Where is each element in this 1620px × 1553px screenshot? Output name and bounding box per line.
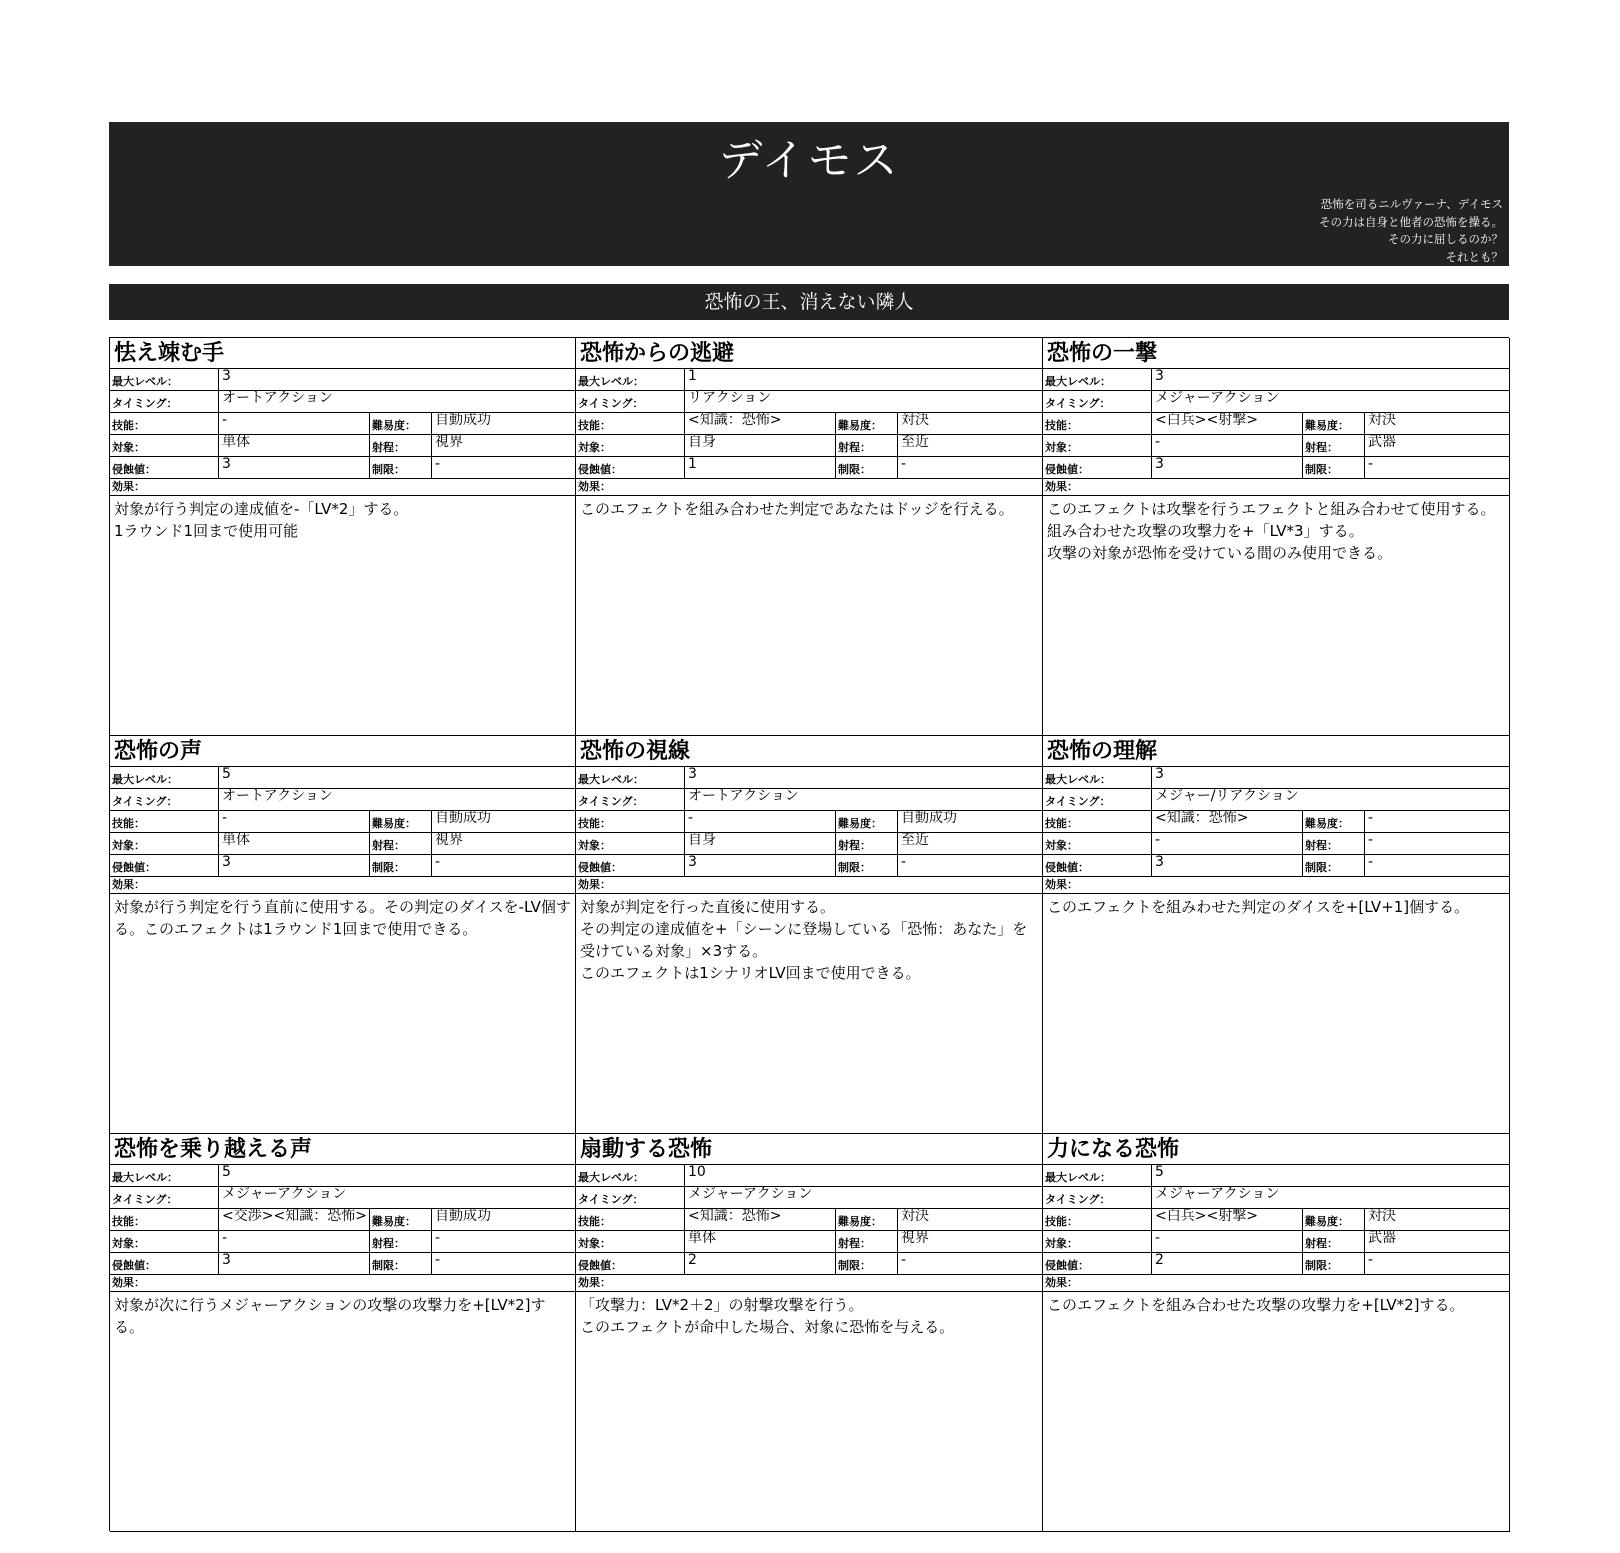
effect-label: 効果：: [578, 480, 611, 493]
timing-value: オートアクション: [222, 391, 333, 406]
effect-name: 怯え竦む手: [110, 338, 575, 369]
limit-label: 制限：: [370, 1253, 432, 1274]
difficulty-label: 難易度：: [1303, 811, 1365, 832]
intro-line: 恐怖を司るニルヴァーナ、デイモス: [1320, 197, 1503, 211]
erosion-value: 3: [219, 457, 370, 478]
erosion-label: 侵蝕値：: [576, 457, 685, 478]
skill-row: [1043, 811, 1509, 833]
skill-label: 技能：: [576, 413, 685, 434]
effect-label-row: [1043, 1275, 1509, 1292]
range-label: 射程：: [370, 435, 432, 456]
timing-value: メジャーアクション: [222, 1187, 347, 1202]
erosion-label: 侵蝕値：: [1043, 1253, 1152, 1274]
effect-card: [576, 338, 1043, 736]
target-value: 自身: [685, 435, 836, 456]
effect-name: 恐怖の視線: [576, 736, 1042, 767]
erosion-value: 3: [219, 855, 370, 876]
effect-label: 効果：: [578, 1276, 611, 1289]
effect-label-row: [576, 877, 1042, 894]
effect-card: [576, 1134, 1043, 1532]
timing-label: タイミング：: [1043, 391, 1152, 412]
target-value: 単体: [219, 833, 370, 854]
max-level-label: 最大レベル：: [576, 369, 685, 390]
effect-label-row: [576, 479, 1042, 496]
limit-label: 制限：: [1303, 1253, 1365, 1274]
max-level-value: 3: [1155, 369, 1164, 384]
erosion-value: 3: [1152, 457, 1303, 478]
timing-label: タイミング：: [1043, 1187, 1152, 1208]
range-label: 射程：: [1303, 435, 1365, 456]
target-row: [576, 833, 1042, 855]
intro-line: その力に屈しるのか？: [1388, 232, 1503, 246]
skill-row: [110, 1209, 575, 1231]
max-level-label: 最大レベル：: [1043, 369, 1152, 390]
max-level-value: 10: [688, 1165, 706, 1180]
target-value: -: [219, 1231, 370, 1252]
difficulty-value: -: [1368, 811, 1374, 826]
target-label: 対象：: [110, 1231, 219, 1252]
effect-text: このエフェクトを組み合わせた攻撃の攻撃力を+[LV*2]する。: [1047, 1296, 1465, 1314]
skill-value: -: [219, 811, 370, 832]
limit-value: -: [1368, 1253, 1374, 1268]
skill-label: 技能：: [110, 413, 219, 434]
effect-label: 効果：: [112, 1276, 145, 1289]
target-value: -: [1152, 435, 1303, 456]
target-row: [110, 435, 575, 457]
skill-label: 技能：: [576, 1209, 685, 1230]
range-value: 至近: [901, 833, 929, 848]
erosion-value: 2: [1152, 1253, 1303, 1274]
effect-text: このエフェクトは攻撃を行うエフェクトと組み合わせて使用する。組み合わせた攻撃の攻撃力を+「LV*3」する。 攻撃の対象が恐怖を受けている間のみ使用できる。: [1047, 500, 1496, 562]
target-value: 自身: [685, 833, 836, 854]
range-value: 視界: [435, 833, 463, 848]
erosion-value: 2: [685, 1253, 836, 1274]
target-label: 対象：: [1043, 833, 1152, 854]
max-level-label: 最大レベル：: [1043, 1165, 1152, 1186]
skill-label: 技能：: [1043, 413, 1152, 434]
max-level-label: 最大レベル：: [110, 1165, 219, 1186]
difficulty-value: 自動成功: [435, 1209, 491, 1224]
erosion-row: [110, 855, 575, 877]
difficulty-value: 自動成功: [435, 413, 491, 428]
skill-value: -: [219, 413, 370, 434]
skill-row: [576, 413, 1042, 435]
erosion-label: 侵蝕値：: [576, 855, 685, 876]
timing-row: [110, 789, 575, 811]
limit-value: -: [901, 457, 907, 472]
title-banner: [109, 122, 1509, 266]
max-level-row: [110, 1165, 575, 1187]
erosion-label: 侵蝕値：: [110, 1253, 219, 1274]
max-level-row: [1043, 1165, 1509, 1187]
effect-card-grid: [109, 337, 1509, 1531]
difficulty-value: 対決: [901, 413, 929, 428]
target-row: [576, 1231, 1042, 1253]
effect-name: 恐怖の声: [110, 736, 575, 767]
max-level-row: [576, 767, 1042, 789]
range-value: 視界: [435, 435, 463, 450]
range-value: 視界: [901, 1231, 929, 1246]
max-level-label: 最大レベル：: [110, 369, 219, 390]
skill-value: <白兵><射撃>: [1152, 413, 1303, 434]
difficulty-label: 難易度：: [836, 811, 898, 832]
effect-text: このエフェクトを組み合わせた判定であなたはドッジを行える。: [580, 500, 1014, 518]
limit-value: -: [435, 855, 441, 870]
effect-name: 恐怖の理解: [1043, 736, 1509, 767]
max-level-row: [1043, 369, 1509, 391]
effect-text: 対象が行う判定の達成値を-「LV*2」する。 1ラウンド1回まで使用可能: [114, 500, 409, 540]
effect-label-row: [1043, 479, 1509, 496]
limit-value: -: [1368, 855, 1374, 870]
limit-label: 制限：: [1303, 457, 1365, 478]
target-label: 対象：: [110, 833, 219, 854]
max-level-row: [1043, 767, 1509, 789]
limit-value: -: [435, 1253, 441, 1268]
effect-name: 恐怖を乗り越える声: [110, 1134, 575, 1165]
timing-value: メジャー/リアクション: [1155, 789, 1299, 804]
target-label: 対象：: [576, 1231, 685, 1252]
effect-label: 効果：: [1045, 480, 1078, 493]
timing-row: [576, 1187, 1042, 1209]
difficulty-label: 難易度：: [370, 811, 432, 832]
range-value: 武器: [1368, 1231, 1396, 1246]
timing-row: [110, 1187, 575, 1209]
max-level-value: 3: [1155, 767, 1164, 782]
difficulty-label: 難易度：: [370, 413, 432, 434]
erosion-label: 侵蝕値：: [1043, 457, 1152, 478]
effect-card: [110, 736, 576, 1134]
timing-value: リアクション: [688, 391, 772, 406]
subtitle-banner: 恐怖の王、消えない隣人: [109, 284, 1509, 320]
limit-value: -: [435, 457, 441, 472]
effect-label-row: [110, 1275, 575, 1292]
target-label: 対象：: [576, 435, 685, 456]
max-level-value: 1: [688, 369, 697, 384]
erosion-value: 3: [685, 855, 836, 876]
range-value: 至近: [901, 435, 929, 450]
effect-name: 恐怖の一撃: [1043, 338, 1509, 369]
erosion-value: 3: [1152, 855, 1303, 876]
range-value: -: [435, 1231, 441, 1246]
range-label: 射程：: [370, 1231, 432, 1252]
effect-label-row: [110, 877, 575, 894]
effect-label-row: [576, 1275, 1042, 1292]
limit-label: 制限：: [836, 1253, 898, 1274]
limit-value: -: [901, 855, 907, 870]
effect-label: 効果：: [112, 878, 145, 891]
limit-label: 制限：: [1303, 855, 1365, 876]
range-label: 射程：: [1303, 833, 1365, 854]
effect-label: 効果：: [578, 878, 611, 891]
skill-value: <知識：恐怖>: [685, 413, 836, 434]
target-row: [1043, 1231, 1509, 1253]
skill-row: [576, 1209, 1042, 1231]
erosion-row: [576, 1253, 1042, 1275]
limit-value: -: [901, 1253, 907, 1268]
intro-line: その力は自身と他者の恐怖を操る。: [1319, 214, 1503, 229]
erosion-label: 侵蝕値：: [110, 457, 219, 478]
effect-label: 効果：: [1045, 878, 1078, 891]
range-label: 射程：: [836, 435, 898, 456]
difficulty-label: 難易度：: [836, 413, 898, 434]
effect-label-row: [1043, 877, 1509, 894]
erosion-row: [576, 457, 1042, 479]
timing-row: [1043, 1187, 1509, 1209]
max-level-label: 最大レベル：: [576, 1165, 685, 1186]
timing-row: [1043, 789, 1509, 811]
intro-line: それとも？: [1445, 249, 1503, 264]
timing-row: [576, 789, 1042, 811]
effect-card: [110, 1134, 576, 1532]
range-value: 武器: [1368, 435, 1396, 450]
effect-text: このエフェクトを組みわせた判定のダイスを+[LV+1]個する。: [1047, 898, 1470, 916]
effect-text: 対象が次に行うメジャーアクションの攻撃の攻撃力を+[LV*2]する。: [114, 1296, 546, 1336]
limit-label: 制限：: [836, 457, 898, 478]
limit-label: 制限：: [836, 855, 898, 876]
target-row: [1043, 435, 1509, 457]
skill-row: [110, 413, 575, 435]
erosion-row: [1043, 457, 1509, 479]
effect-label-row: [110, 479, 575, 496]
difficulty-value: 対決: [901, 1209, 929, 1224]
skill-row: [1043, 1209, 1509, 1231]
target-row: [576, 435, 1042, 457]
difficulty-label: 難易度：: [1303, 1209, 1365, 1230]
timing-value: メジャーアクション: [1155, 391, 1280, 406]
erosion-label: 侵蝕値：: [576, 1253, 685, 1274]
timing-label: タイミング：: [576, 391, 685, 412]
skill-label: 技能：: [110, 1209, 219, 1230]
effect-text: 「攻撃力：LV*2＋2」の射撃攻撃を行う。 このエフェクトが命中した場合、対象に恐怖を与える。: [580, 1296, 955, 1336]
target-value: -: [1152, 1231, 1303, 1252]
erosion-value: 1: [685, 457, 836, 478]
timing-value: メジャーアクション: [1155, 1187, 1280, 1202]
effect-name: 扇動する恐怖: [576, 1134, 1042, 1165]
skill-value: -: [685, 811, 836, 832]
timing-label: タイミング：: [110, 789, 219, 810]
erosion-label: 侵蝕値：: [1043, 855, 1152, 876]
range-label: 射程：: [836, 833, 898, 854]
effect-name: 恐怖からの逃避: [576, 338, 1042, 369]
skill-label: 技能：: [1043, 811, 1152, 832]
range-value: -: [1368, 833, 1374, 848]
limit-label: 制限：: [370, 457, 432, 478]
timing-label: タイミング：: [576, 1187, 685, 1208]
timing-row: [1043, 391, 1509, 413]
timing-label: タイミング：: [110, 391, 219, 412]
target-label: 対象：: [110, 435, 219, 456]
erosion-row: [1043, 855, 1509, 877]
skill-label: 技能：: [576, 811, 685, 832]
difficulty-label: 難易度：: [1303, 413, 1365, 434]
difficulty-label: 難易度：: [370, 1209, 432, 1230]
effect-text: 対象が判定を行った直後に使用する。 その判定の達成値を+「シーンに登場している「恐怖：あなた」を受けている対象」×3する。 このエフェクトは1シナリオLV回まで使用できる。: [580, 898, 1028, 982]
skill-row: [110, 811, 575, 833]
range-label: 射程：: [370, 833, 432, 854]
target-value: -: [1152, 833, 1303, 854]
skill-value: <交渉><知識：恐怖>: [219, 1209, 370, 1230]
target-row: [110, 833, 575, 855]
timing-label: タイミング：: [576, 789, 685, 810]
target-label: 対象：: [1043, 1231, 1152, 1252]
erosion-row: [576, 855, 1042, 877]
erosion-row: [1043, 1253, 1509, 1275]
timing-value: メジャーアクション: [688, 1187, 813, 1202]
erosion-row: [110, 1253, 575, 1275]
max-level-row: [576, 1165, 1042, 1187]
difficulty-value: 対決: [1368, 413, 1396, 428]
range-label: 射程：: [1303, 1231, 1365, 1252]
effect-card: [1043, 1134, 1510, 1532]
range-label: 射程：: [836, 1231, 898, 1252]
max-level-row: [576, 369, 1042, 391]
erosion-label: 侵蝕値：: [110, 855, 219, 876]
skill-value: <白兵><射撃>: [1152, 1209, 1303, 1230]
skill-row: [1043, 413, 1509, 435]
page-title: デイモス: [718, 135, 900, 186]
effect-card: [1043, 736, 1510, 1134]
timing-value: オートアクション: [688, 789, 799, 804]
timing-row: [576, 391, 1042, 413]
max-level-row: [110, 369, 575, 391]
skill-row: [576, 811, 1042, 833]
max-level-value: 5: [222, 767, 231, 782]
limit-value: -: [1368, 457, 1374, 472]
max-level-row: [110, 767, 575, 789]
timing-label: タイミング：: [1043, 789, 1152, 810]
effect-label: 効果：: [112, 480, 145, 493]
max-level-value: 3: [222, 369, 231, 384]
target-row: [110, 1231, 575, 1253]
max-level-value: 5: [1155, 1165, 1164, 1180]
max-level-label: 最大レベル：: [110, 767, 219, 788]
target-label: 対象：: [576, 833, 685, 854]
effect-card: [1043, 338, 1510, 736]
skill-label: 技能：: [110, 811, 219, 832]
effect-card: [576, 736, 1043, 1134]
intro-text: [1319, 196, 1503, 266]
effect-name: 力になる恐怖: [1043, 1134, 1509, 1165]
target-value: 単体: [685, 1231, 836, 1252]
max-level-label: 最大レベル：: [1043, 767, 1152, 788]
timing-row: [110, 391, 575, 413]
erosion-value: 3: [219, 1253, 370, 1274]
skill-value: <知識：恐怖>: [685, 1209, 836, 1230]
max-level-label: 最大レベル：: [576, 767, 685, 788]
difficulty-value: 自動成功: [901, 811, 957, 826]
target-value: 単体: [219, 435, 370, 456]
max-level-value: 5: [222, 1165, 231, 1180]
effect-card: [110, 338, 576, 736]
effect-label: 効果：: [1045, 1276, 1078, 1289]
difficulty-value: 自動成功: [435, 811, 491, 826]
target-label: 対象：: [1043, 435, 1152, 456]
difficulty-value: 対決: [1368, 1209, 1396, 1224]
difficulty-label: 難易度：: [836, 1209, 898, 1230]
timing-value: オートアクション: [222, 789, 333, 804]
erosion-row: [110, 457, 575, 479]
effect-text: 対象が行う判定を行う直前に使用する。その判定のダイスを-LV個する。このエフェクトは1ラウンド1回まで使用できる。: [114, 898, 571, 938]
target-row: [1043, 833, 1509, 855]
limit-label: 制限：: [370, 855, 432, 876]
skill-value: <知識：恐怖>: [1152, 811, 1303, 832]
timing-label: タイミング：: [110, 1187, 219, 1208]
max-level-value: 3: [688, 767, 697, 782]
skill-label: 技能：: [1043, 1209, 1152, 1230]
